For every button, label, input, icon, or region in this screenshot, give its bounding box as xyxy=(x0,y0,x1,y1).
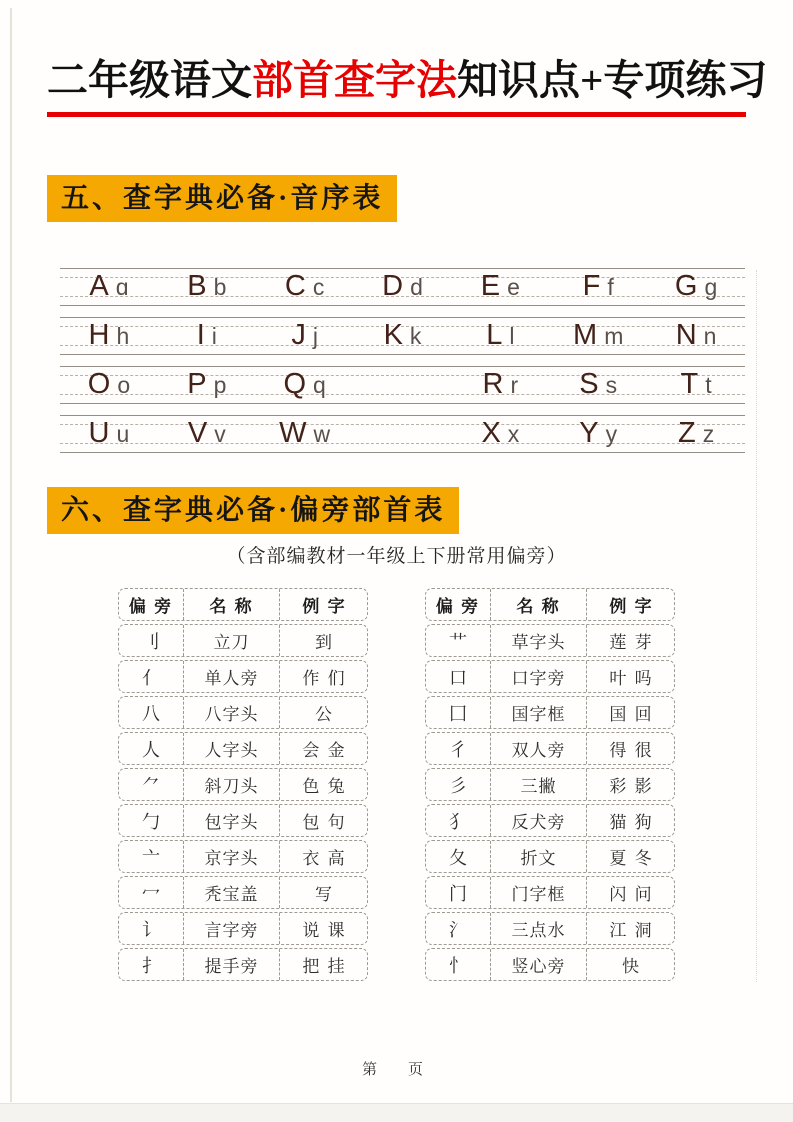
radical-cell: 忄 xyxy=(449,955,467,976)
table-row xyxy=(118,876,368,909)
section-heading-six: 六、查字典必备·偏旁部首表 xyxy=(47,487,459,534)
lowercase-letter: i xyxy=(211,323,217,349)
lowercase-letter: e xyxy=(507,274,520,300)
name-cell: 八字头 xyxy=(183,697,279,728)
letter-pair-Ll xyxy=(451,317,549,355)
examples-cell: 闪 问 xyxy=(586,877,676,908)
section-heading-five: 五、查字典必备·音序表 xyxy=(47,175,397,222)
name-cell: 京字头 xyxy=(183,841,279,872)
name-cell: 竖心旁 xyxy=(490,949,586,980)
header-radical: 偏 旁 xyxy=(128,597,174,616)
page-number-footer: 第 页 xyxy=(361,1061,431,1078)
page-bottom-edge xyxy=(0,1103,793,1122)
lowercase-letter: q xyxy=(313,372,326,398)
examples-cell: 彩 影 xyxy=(586,769,676,800)
radical-cell: 犭 xyxy=(449,811,467,832)
radical-cell: 扌 xyxy=(142,955,160,976)
alphabet-row-3 xyxy=(60,366,745,404)
radical-table-subtitle: （含部编教材一年级上下册常用偏旁） xyxy=(226,546,567,567)
capital-letter: Z xyxy=(677,417,696,449)
header-name: 名 称 xyxy=(183,589,279,620)
letter-pair-Rr xyxy=(451,366,549,404)
examples-cell: 写 xyxy=(279,877,369,908)
radical-cell: 八 xyxy=(142,703,160,724)
letter-pair-Pp xyxy=(158,366,256,404)
header-name: 名 称 xyxy=(490,589,586,620)
radical-cell: 亠 xyxy=(142,847,160,868)
examples-cell: 叶 吗 xyxy=(586,661,676,692)
table-row xyxy=(118,732,368,765)
lowercase-letter: v xyxy=(214,421,226,447)
examples-cell: 得 很 xyxy=(586,733,676,764)
letter-pair-Uu xyxy=(60,415,158,453)
name-cell: 提手旁 xyxy=(183,949,279,980)
name-cell: 折文 xyxy=(490,841,586,872)
name-cell: 斜刀头 xyxy=(183,769,279,800)
letter-pair-Oo xyxy=(60,366,158,404)
lowercase-letter: u xyxy=(116,421,130,447)
table-row xyxy=(118,840,368,873)
letter-pair-Nn xyxy=(647,317,745,355)
examples-cell: 国 回 xyxy=(586,697,676,728)
lowercase-letter: x xyxy=(507,421,520,447)
letter-pair-Xx xyxy=(451,415,549,453)
table-row xyxy=(425,660,675,693)
lowercase-letter: ɑ xyxy=(115,274,129,300)
radical-cell: 夂 xyxy=(449,847,467,868)
header-examples: 例 字 xyxy=(586,589,676,620)
radical-cell: 冖 xyxy=(142,883,160,904)
letter-pair-Jj xyxy=(256,317,354,355)
radical-table-right xyxy=(425,588,675,984)
table-row xyxy=(118,768,368,801)
examples-cell: 会 金 xyxy=(279,733,369,764)
name-cell: 单人旁 xyxy=(183,661,279,692)
letter-pair-Zz xyxy=(647,415,745,453)
lowercase-letter: f xyxy=(607,274,614,300)
name-cell: 国字框 xyxy=(490,697,586,728)
name-cell: 包字头 xyxy=(183,805,279,836)
radical-tables xyxy=(118,588,675,984)
table-row xyxy=(425,696,675,729)
radical-table-left xyxy=(118,588,368,984)
lowercase-letter: n xyxy=(703,323,717,349)
radical-cell: 勹 xyxy=(142,811,160,832)
capital-letter: F xyxy=(582,270,601,302)
name-cell: 人字头 xyxy=(183,733,279,764)
examples-cell: 莲 芽 xyxy=(586,625,676,656)
lowercase-letter: j xyxy=(312,323,318,349)
title-underline xyxy=(47,112,746,117)
capital-letter: A xyxy=(89,270,109,302)
alphabet-row-1 xyxy=(60,268,745,306)
radical-cell: 口 xyxy=(449,667,467,688)
letter-pair-Vv xyxy=(158,415,256,453)
capital-letter: J xyxy=(291,319,306,351)
letter-pair-Ff xyxy=(549,268,647,306)
examples-cell: 把 挂 xyxy=(279,949,369,980)
table-row xyxy=(425,876,675,909)
lowercase-letter: c xyxy=(312,274,325,300)
capital-letter: R xyxy=(482,368,504,400)
capital-letter: T xyxy=(680,368,699,400)
capital-letter: G xyxy=(674,270,698,302)
examples-cell: 包 句 xyxy=(279,805,369,836)
alphabet-table xyxy=(60,268,745,464)
examples-cell: 到 xyxy=(279,625,369,656)
header-radical: 偏 旁 xyxy=(435,597,481,616)
name-cell: 双人旁 xyxy=(490,733,586,764)
letter-pair-Yy xyxy=(549,415,647,453)
alphabet-row-2 xyxy=(60,317,745,355)
lowercase-letter: w xyxy=(313,421,331,447)
letter-pair-Tt xyxy=(647,366,745,404)
table-row xyxy=(425,768,675,801)
letter-gap xyxy=(354,415,452,453)
capital-letter: V xyxy=(187,417,208,449)
letter-pair-Ee xyxy=(451,268,549,306)
examples-cell: 衣 高 xyxy=(279,841,369,872)
capital-letter: P xyxy=(187,368,207,400)
radical-cell: 亻 xyxy=(142,667,160,688)
examples-cell: 江 洞 xyxy=(586,913,676,944)
capital-letter: Y xyxy=(579,417,599,449)
title-highlighted-term: 部首查字法 xyxy=(252,57,457,103)
capital-letter: S xyxy=(579,368,599,400)
capital-letter: K xyxy=(383,319,403,351)
examples-cell: 快 xyxy=(586,949,676,980)
capital-letter: E xyxy=(480,270,501,302)
letter-pair-Mm xyxy=(549,317,647,355)
radical-cell: 彳 xyxy=(449,739,467,760)
name-cell: 门字框 xyxy=(490,877,586,908)
capital-letter: D xyxy=(382,270,404,302)
radical-cell: 讠 xyxy=(142,919,160,940)
letter-pair-Kk xyxy=(354,317,452,355)
table-header-row xyxy=(425,588,675,621)
examples-cell: 猫 狗 xyxy=(586,805,676,836)
letter-pair-Gg xyxy=(647,268,745,306)
capital-letter: B xyxy=(187,270,207,302)
letter-pair-Cc xyxy=(256,268,354,306)
table-row xyxy=(425,804,675,837)
lowercase-letter: b xyxy=(213,274,227,300)
table-row xyxy=(118,624,368,657)
lowercase-letter: d xyxy=(410,274,423,300)
table-row xyxy=(118,660,368,693)
table-header-row xyxy=(118,588,368,621)
name-cell: 口字旁 xyxy=(490,661,586,692)
capital-letter: Q xyxy=(283,368,307,400)
radical-cell: 艹 xyxy=(449,631,467,652)
lowercase-letter: r xyxy=(510,372,519,398)
name-cell: 三点水 xyxy=(490,913,586,944)
lowercase-letter: h xyxy=(116,323,130,349)
lowercase-letter: o xyxy=(117,372,131,398)
letter-pair-Bb xyxy=(158,268,256,306)
capital-letter: L xyxy=(486,319,503,351)
lowercase-letter: t xyxy=(705,372,712,398)
radical-cell: 囗 xyxy=(449,703,467,724)
lowercase-letter: z xyxy=(702,421,715,447)
examples-cell: 色 兔 xyxy=(279,769,369,800)
name-cell: 三撇 xyxy=(490,769,586,800)
name-cell: 草字头 xyxy=(490,625,586,656)
letter-pair-Ww xyxy=(256,415,354,453)
capital-letter: X xyxy=(481,417,501,449)
capital-letter: C xyxy=(284,270,306,302)
letter-pair-Ss xyxy=(549,366,647,404)
lowercase-letter: m xyxy=(604,323,624,349)
capital-letter: H xyxy=(88,319,110,351)
table-row xyxy=(425,840,675,873)
name-cell: 反犬旁 xyxy=(490,805,586,836)
radical-cell: 彡 xyxy=(449,775,467,796)
capital-letter: O xyxy=(87,368,111,400)
lowercase-letter: k xyxy=(409,323,422,349)
page-title xyxy=(47,54,768,106)
radical-cell: 刂 xyxy=(142,631,160,652)
letter-gap xyxy=(354,366,452,404)
table-row xyxy=(425,624,675,657)
table-row xyxy=(118,912,368,945)
examples-cell: 公 xyxy=(279,697,369,728)
radical-cell: 门 xyxy=(449,883,467,904)
alphabet-row-4 xyxy=(60,415,745,453)
lowercase-letter: s xyxy=(605,372,618,398)
letter-pair-Qq xyxy=(256,366,354,404)
header-examples: 例 字 xyxy=(279,589,369,620)
examples-cell: 夏 冬 xyxy=(586,841,676,872)
radical-cell: ⺈ xyxy=(142,775,160,796)
table-row xyxy=(118,804,368,837)
capital-letter: I xyxy=(196,319,205,351)
name-cell: 言字旁 xyxy=(183,913,279,944)
table-row xyxy=(118,696,368,729)
lowercase-letter: p xyxy=(213,372,227,398)
table-row xyxy=(425,948,675,981)
letter-pair-Aa xyxy=(60,268,158,306)
lowercase-letter: y xyxy=(605,421,618,447)
radical-cell: 氵 xyxy=(449,919,467,940)
radical-cell: 人 xyxy=(142,739,160,760)
name-cell: 秃宝盖 xyxy=(183,877,279,908)
capital-letter: M xyxy=(573,319,598,351)
capital-letter: W xyxy=(279,417,307,449)
name-cell: 立刀 xyxy=(183,625,279,656)
title-suffix: 知识点+专项练习 xyxy=(457,57,768,103)
examples-cell: 说 课 xyxy=(279,913,369,944)
letter-pair-Hh xyxy=(60,317,158,355)
table-row xyxy=(425,732,675,765)
table-row xyxy=(425,912,675,945)
capital-letter: U xyxy=(88,417,110,449)
letter-pair-Dd xyxy=(354,268,452,306)
table-row xyxy=(118,948,368,981)
page-edge-line-right xyxy=(756,270,757,982)
letter-pair-Ii xyxy=(158,317,256,355)
title-prefix: 二年级语文 xyxy=(47,57,252,103)
lowercase-letter: g xyxy=(704,274,718,300)
capital-letter: N xyxy=(675,319,697,351)
examples-cell: 作 们 xyxy=(279,661,369,692)
lowercase-letter: l xyxy=(509,323,515,349)
